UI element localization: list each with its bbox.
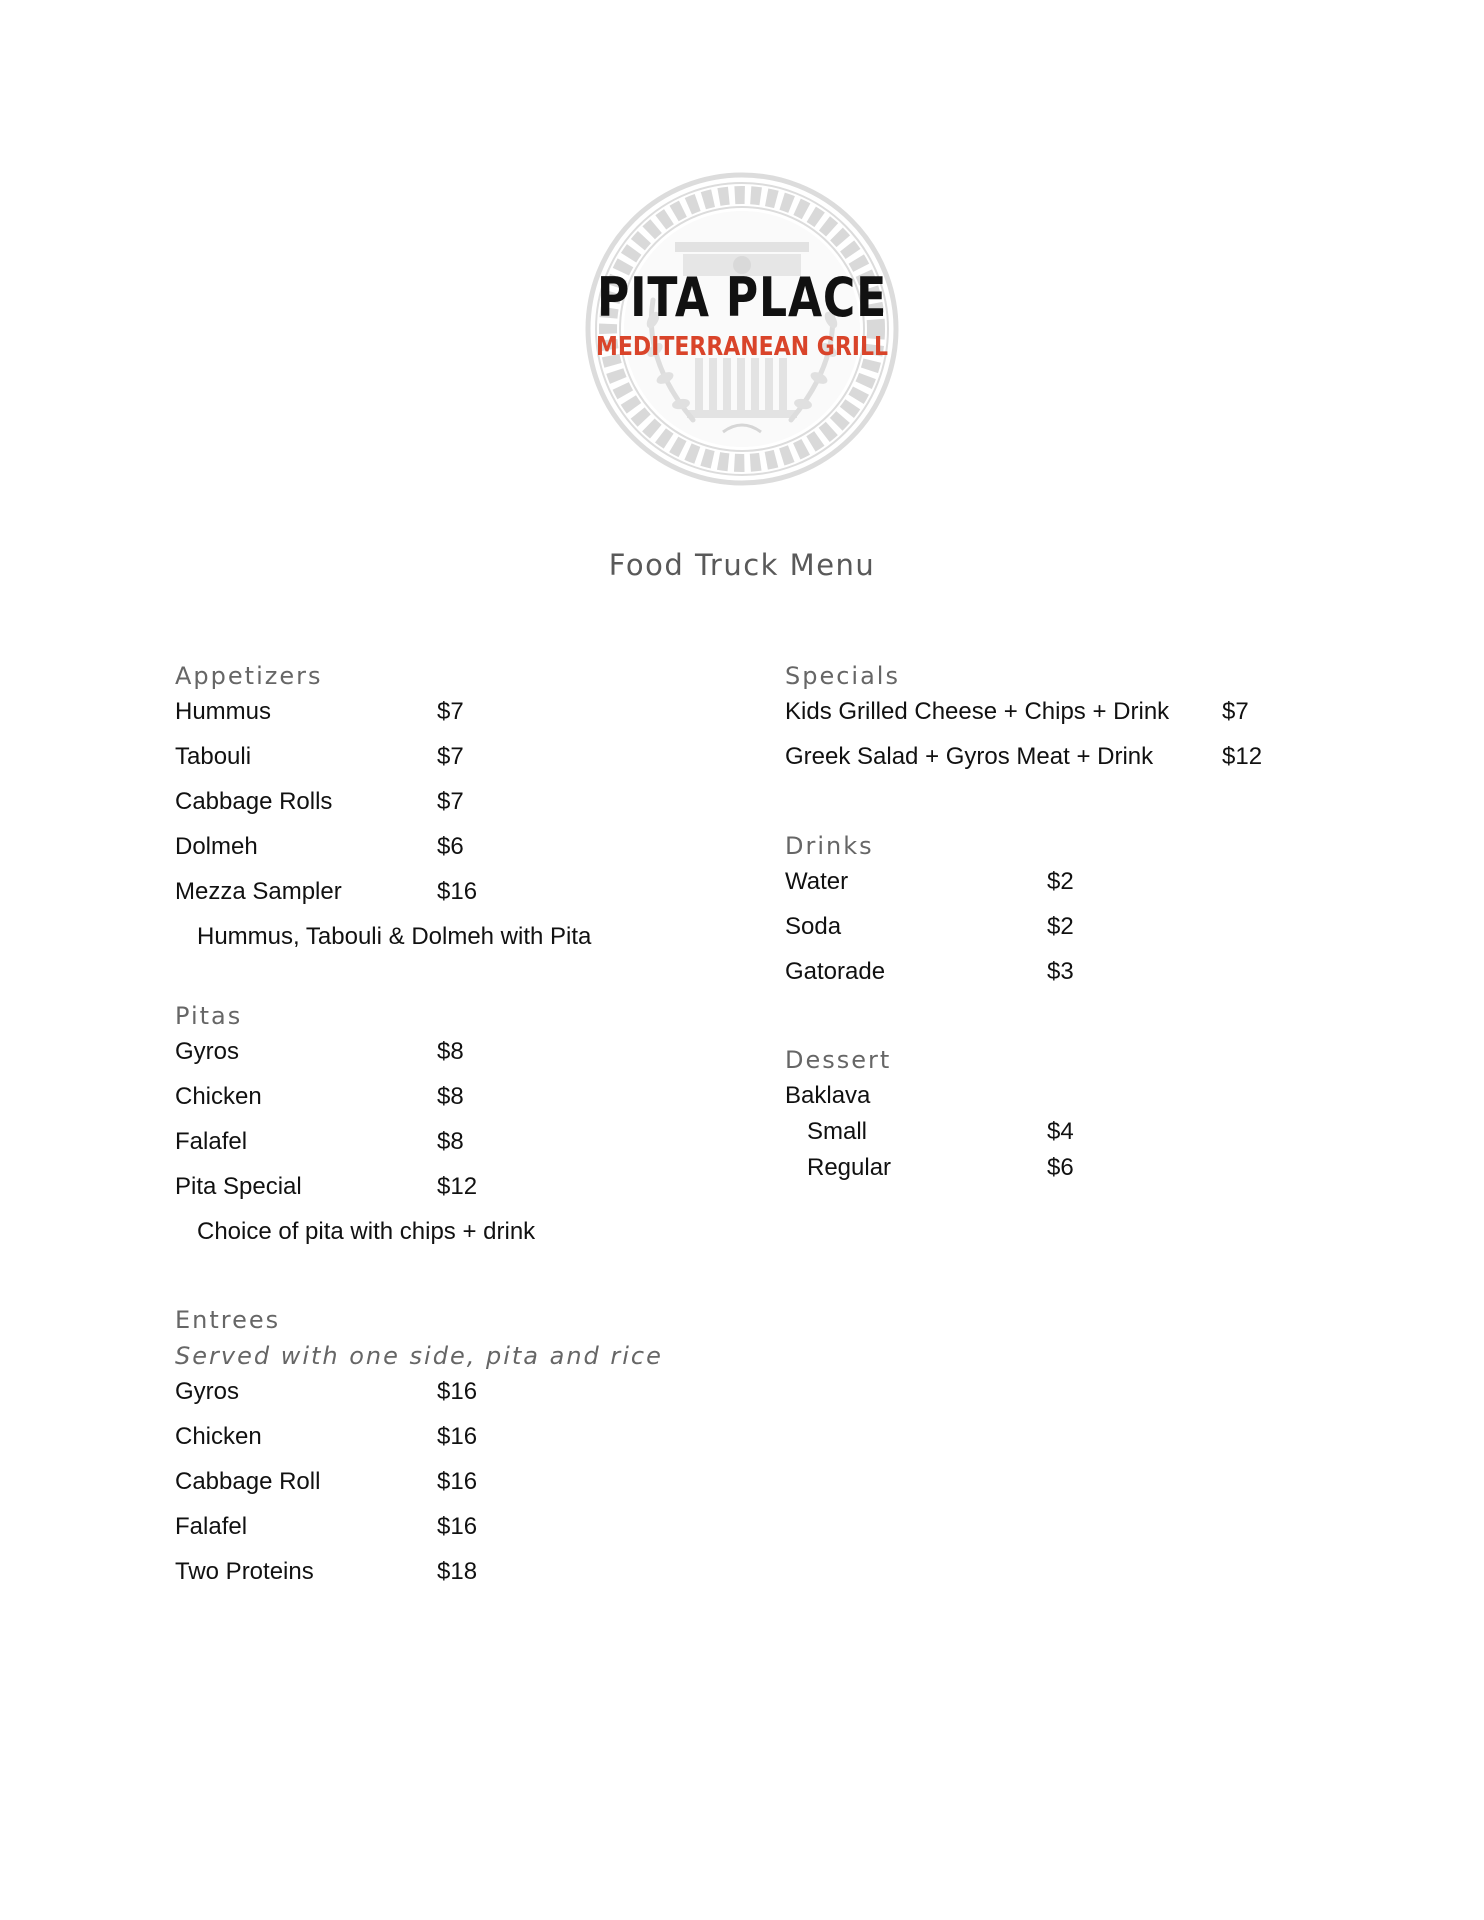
item-price: $16 [437,1468,478,1495]
item-name: Kids Grilled Cheese + Chips + Drink [785,698,1170,725]
item-price: $16 [437,1513,478,1540]
item-price: $12 [1222,743,1263,770]
item-price: $2 [1047,913,1074,940]
item-name: Chicken [175,1423,262,1450]
item-name: Tabouli [175,743,252,770]
drinks-section [785,828,1345,999]
menu-item [175,1419,695,1464]
item-price: $16 [437,1378,478,1405]
menu-item [175,784,695,829]
item-name: Hummus [175,698,272,725]
section-heading: Appetizers [175,662,323,690]
section-heading: Drinks [785,832,874,860]
menu-item [175,1124,695,1169]
item-price: $7 [437,698,464,725]
item-price: $6 [437,833,464,860]
section-heading: Dessert [785,1046,892,1074]
item-name: Chicken [175,1083,262,1110]
dessert-section [785,1042,1345,1186]
menu-item [175,1464,695,1509]
menu-item [175,1374,695,1419]
menu-item [175,829,695,874]
menu-item [785,694,1345,739]
logo-tagline: MEDITERRANEAN GRILL [596,332,888,362]
item-name: Small [807,1118,868,1145]
item-name: Cabbage Roll [175,1468,321,1495]
item-price: $8 [437,1083,464,1110]
item-name: Regular [807,1154,892,1181]
pita-place-logo [583,170,901,488]
menu-item [175,1079,695,1124]
page-title: Food Truck Menu [608,548,876,582]
item-price: $18 [437,1558,478,1585]
item-name: Greek Salad + Gyros Meat + Drink [785,743,1154,770]
section-subtitle: Served with one side, pita and rice [175,1342,663,1370]
item-note: Choice of pita with chips + drink [197,1218,536,1245]
item-price: $4 [1047,1118,1074,1145]
item-price: $8 [437,1038,464,1065]
item-price: $16 [437,878,478,905]
item-name: Falafel [175,1513,248,1540]
menu-item [175,1034,695,1079]
item-price: $7 [1222,698,1249,725]
menu-item [175,694,695,739]
item-price: $8 [437,1128,464,1155]
item-price: $6 [1047,1154,1074,1181]
item-name: Dolmeh [175,833,258,860]
menu-item [175,874,695,919]
item-name: Falafel [175,1128,248,1155]
item-price: $16 [437,1423,478,1450]
dessert-group-label: Baklava [785,1082,871,1109]
section-heading: Pitas [175,1002,243,1030]
entrees-section [175,1302,695,1599]
item-name: Water [785,868,849,895]
logo-emblem-icon [583,170,901,488]
menu-item [785,864,1345,909]
item-price: $7 [437,743,464,770]
item-note: Hummus, Tabouli & Dolmeh with Pita [197,923,592,950]
item-price: $12 [437,1173,478,1200]
menu-item [785,1114,1345,1150]
section-heading: Entrees [175,1306,281,1334]
menu-item [175,1509,695,1554]
menu-item [785,1150,1345,1186]
item-name: Two Proteins [175,1558,314,1585]
item-name: Mezza Sampler [175,878,342,905]
menu-item [175,1554,695,1599]
item-name: Cabbage Rolls [175,788,333,815]
menu-item [175,1169,695,1214]
menu-item [785,739,1345,784]
item-name: Soda [785,913,842,940]
item-name: Gyros [175,1038,240,1065]
item-name: Gatorade [785,958,886,985]
menu-item [175,739,695,784]
appetizers-section [175,658,695,964]
specials-section [785,658,1345,784]
menu-item [785,909,1345,954]
section-heading: Specials [785,662,900,690]
logo-name: PITA PLACE [597,266,887,329]
item-price: $7 [437,788,464,815]
item-price: $3 [1047,958,1074,985]
menu-item [785,954,1345,999]
item-price: $2 [1047,868,1074,895]
item-name: Pita Special [175,1173,302,1200]
pitas-section [175,998,695,1259]
item-name: Gyros [175,1378,240,1405]
